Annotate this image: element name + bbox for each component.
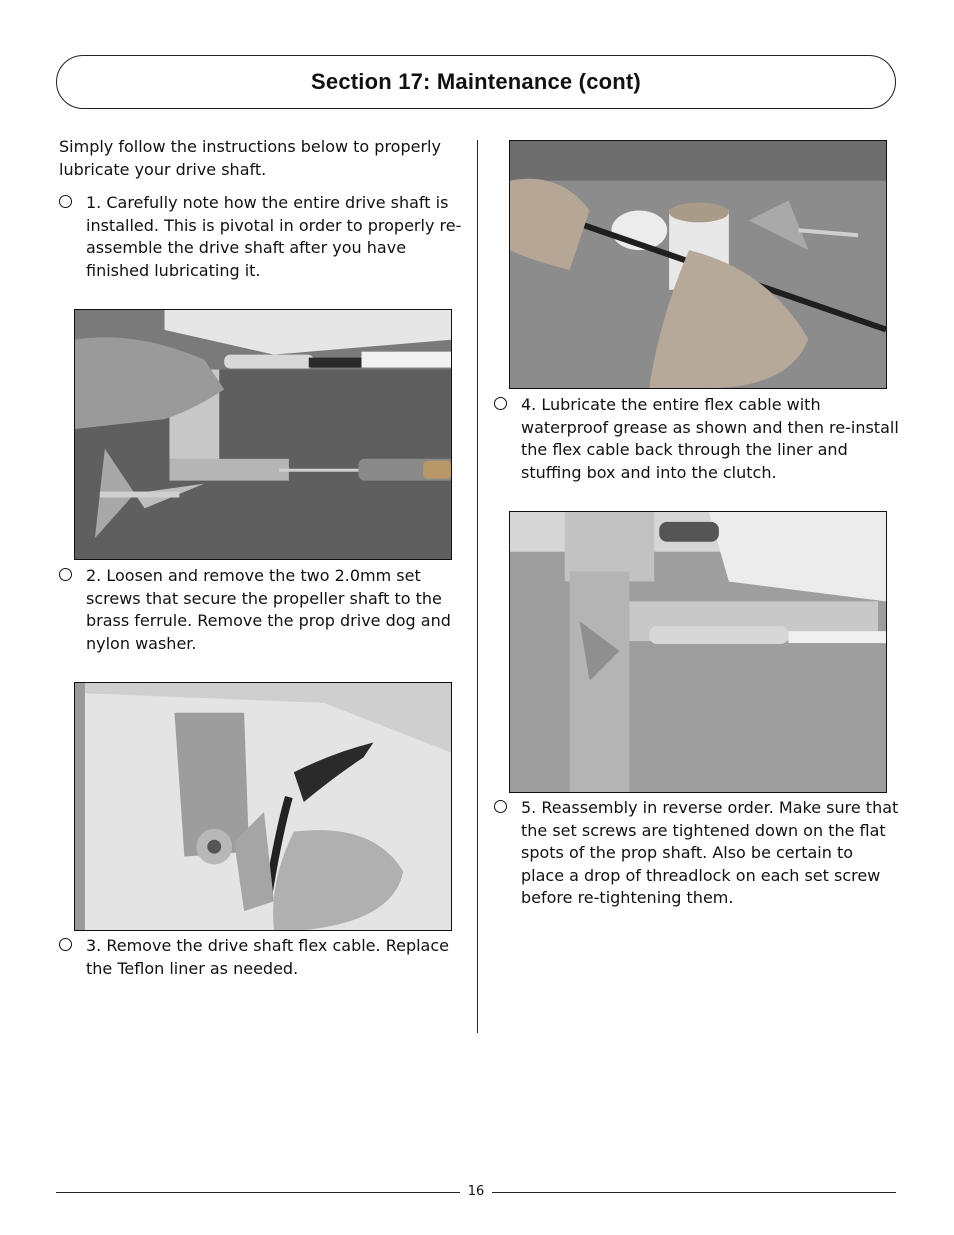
footer-rule-right — [492, 1192, 896, 1193]
checkbox-circle-icon — [494, 800, 507, 813]
photo-reassembled-drive — [509, 511, 887, 793]
step-2-text: 2. Loosen and remove the two 2.0mm set screws that secure the propeller shaft to the brass ferrule. Remove the prop drive dog and nylon washer. — [86, 566, 451, 653]
checkbox-circle-icon — [494, 397, 507, 410]
step-1 — [59, 192, 464, 282]
checkbox-circle-icon — [59, 938, 72, 951]
checkbox-circle-icon — [59, 195, 72, 208]
step-5 — [494, 797, 899, 910]
page-number: 16 — [467, 1184, 485, 1199]
footer-rule-left — [56, 1192, 460, 1193]
column-divider — [477, 140, 478, 1033]
photo-drive-shaft-removal — [74, 309, 452, 560]
step-4 — [494, 394, 899, 484]
step-4-text: 4. Lubricate the entire flex cable with waterproof grease as shown and then re-install the flex cable back through the liner and stuffing box and into the clutch. — [521, 395, 899, 482]
checkbox-circle-icon — [59, 568, 72, 581]
step-3 — [59, 935, 464, 980]
step-3-text: 3. Remove the drive shaft flex cable. Replace the Teflon liner as needed. — [86, 936, 449, 978]
section-header — [56, 55, 896, 109]
photo-greasing-flex-cable — [509, 140, 887, 389]
page-title: Section 17: Maintenance (cont) — [311, 69, 641, 94]
step-1-text: 1. Carefully note how the entire drive shaft is installed. This is pivotal in order to properly re-assemble the drive shaft after you have finished lubricating it. — [86, 193, 462, 280]
step-2 — [59, 565, 464, 655]
intro-text: Simply follow the instructions below to properly lubricate your drive shaft. — [59, 137, 441, 179]
step-5-text: 5. Reassembly in reverse order. Make sure that the set screws are tightened down on the flat spots of the prop shaft. Also be certain to place a drop of threadlock on each set screw before re-tightening them. — [521, 798, 899, 907]
photo-flex-cable-removal — [74, 682, 452, 931]
